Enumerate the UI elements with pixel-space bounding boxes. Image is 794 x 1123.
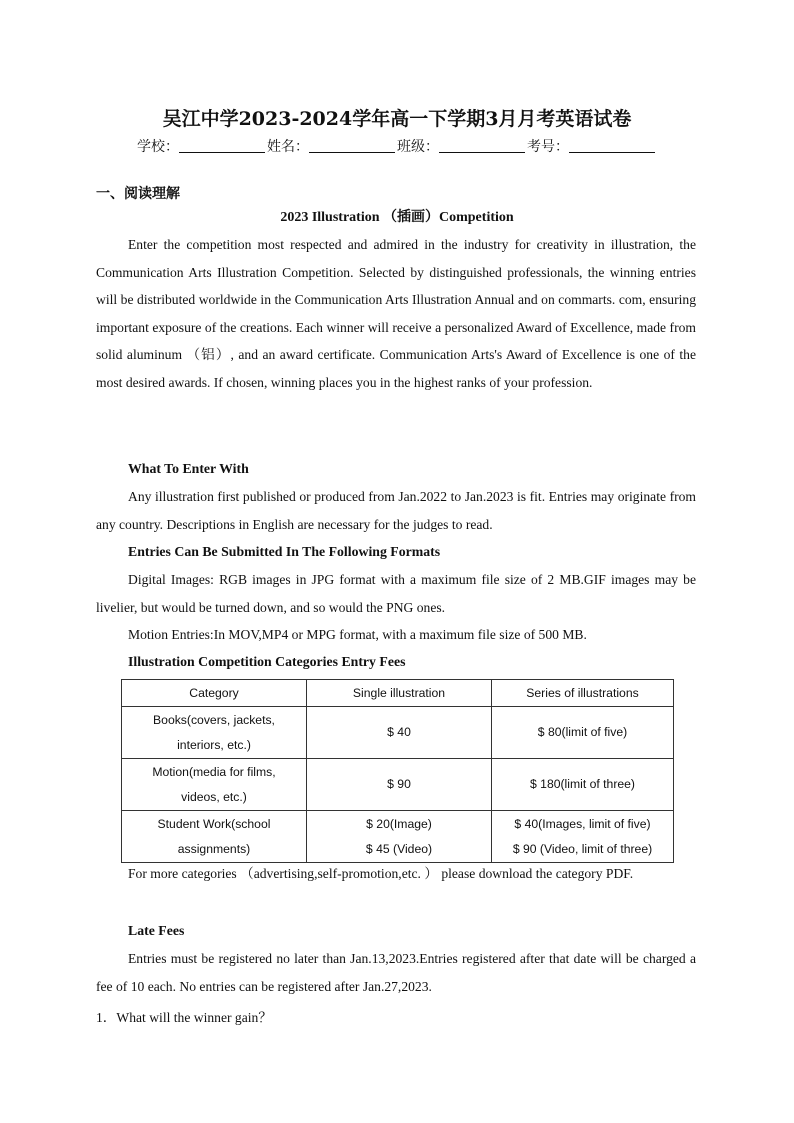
entry-fees-table	[121, 679, 674, 863]
cell-line: $ 90 (Video, limit of three)	[512, 841, 653, 856]
cell-line: Books(covers, jackets,	[153, 712, 275, 727]
heading-formats: Entries Can Be Submitted In The Following Formats	[128, 544, 441, 559]
question-1: 1．What will the winner gain？	[96, 1010, 272, 1025]
table-cell-single	[307, 707, 492, 759]
number-blank[interactable]	[569, 138, 655, 153]
class-blank[interactable]	[439, 138, 525, 153]
number-label: 考号：	[527, 139, 569, 155]
table-row	[122, 759, 674, 811]
section-title: 一、阅读理解	[96, 186, 180, 202]
table-row	[122, 811, 674, 863]
class-label: 班级：	[397, 139, 439, 155]
exam-title: 吴江中学2023-2024学年高一下学期3月月考英语试卷	[162, 108, 632, 130]
cell-line: interiors, etc.)	[177, 737, 251, 752]
table-cell-series	[492, 707, 674, 759]
paragraph-intro: Enter the competition most respected and admired in the industry for creativity in illustration, the Communication Arts Illustration Competition. Selected by distinguished professionals, the winning entries will be distributed worldwide in the Communication Arts Illustration Annual and on commarts. com, ensuring important exposure of the creations. Each winner will receive a personalized Award of Excellence, made from solid aluminum （铝）, and an award certificate. Communication Arts's Award of Excellence is one of the most desired awards. If chosen, winning places you in the highest ranks of your profession.	[96, 237, 696, 390]
heading-what-to-enter: What To Enter With	[128, 461, 249, 476]
cell-line: $ 80(limit of five)	[537, 725, 628, 739]
school-blank[interactable]	[179, 138, 265, 153]
name-label: 姓名：	[267, 139, 309, 155]
name-blank[interactable]	[309, 138, 395, 153]
passage-title: 2023 Illustration （插画）Competition	[280, 210, 514, 225]
cell-line: $ 90	[387, 777, 411, 791]
table-header: Single illustration	[307, 680, 492, 707]
heading-entry-fees: Illustration Competition Categories Entry Fees	[128, 654, 406, 669]
table-cell-category	[122, 707, 307, 759]
paragraph-more-categories: For more categories （advertising,self-promotion,etc. ） please download the category PDF.	[128, 866, 634, 881]
cell-line: $ 180(limit of three)	[530, 777, 635, 791]
cell-line: Student Work(school	[157, 816, 271, 831]
paragraph-late-fees: Entries must be registered no later than Jan.13,2023.Entries registered after that date will be charged a fee of 10 each. No entries can be registered after Jan.27,2023.	[96, 951, 696, 994]
paragraph-digital-images: Digital Images: RGB images in JPG format with a maximum file size of 2 MB.GIF images may be livelier, but would be turned down, and so would the PNG ones.	[96, 572, 696, 615]
table-header: Series of illustrations	[492, 680, 674, 707]
table-cell-series	[492, 759, 674, 811]
paragraph-eligibility: Any illustration first published or produced from Jan.2022 to Jan.2023 is fit. Entries may originate from any country. Descriptions in English are necessary for the judges to read.	[96, 489, 696, 532]
table-header-row	[122, 680, 674, 707]
cell-line: $ 45 (Video)	[365, 841, 433, 856]
cell-line: assignments)	[177, 841, 251, 856]
table-header: Category	[122, 680, 307, 707]
cell-line: videos, etc.)	[181, 789, 247, 804]
cell-line: $ 20(Image)	[366, 816, 432, 831]
student-info-line	[0, 136, 794, 156]
cell-line: $ 40	[387, 725, 411, 739]
heading-late-fees: Late Fees	[128, 923, 185, 938]
table-cell-single	[307, 811, 492, 863]
table-row	[122, 707, 674, 759]
table-cell-single	[307, 759, 492, 811]
table-cell-category	[122, 811, 307, 863]
table-cell-series	[492, 811, 674, 863]
cell-line: $ 40(Images, limit of five)	[514, 816, 651, 831]
school-label: 学校：	[137, 139, 179, 155]
table-cell-category	[122, 759, 307, 811]
cell-line: Motion(media for films,	[152, 764, 276, 779]
paragraph-motion-entries: Motion Entries:In MOV,MP4 or MPG format, with a maximum file size of 500 MB.	[128, 627, 587, 642]
